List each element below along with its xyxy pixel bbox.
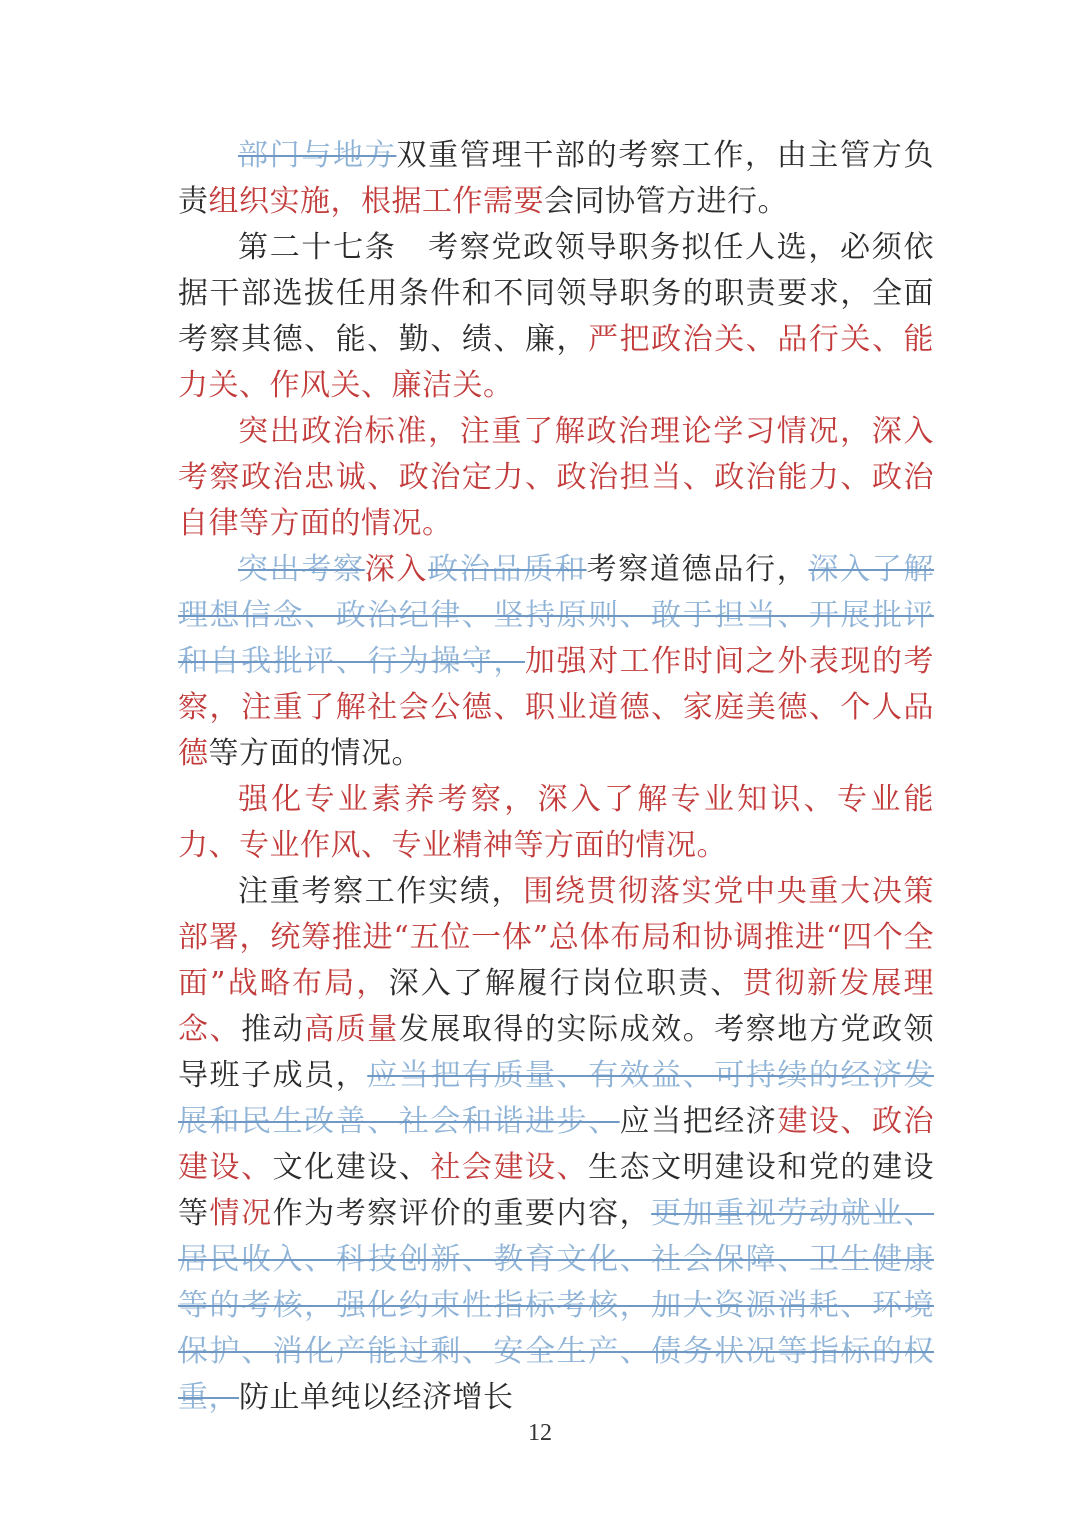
paragraph xyxy=(178,409,934,547)
text-segment: 双重管理干部的考察工作，由主管方负责 xyxy=(178,138,935,219)
inserted-text-segment: 情况 xyxy=(209,1196,273,1231)
inserted-text-segment: 高质量 xyxy=(304,1012,399,1047)
inserted-text-segment: 社会建设、 xyxy=(430,1150,589,1185)
text-segment: 深入了解履行岗位职责、 xyxy=(388,966,743,1001)
text-segment: 作为考察评价的重要内容， xyxy=(272,1196,652,1231)
inserted-text-segment: 深入 xyxy=(364,552,429,587)
deleted-text-segment: 更加重视劳动就业、居民收入、科技创新、教育文化、社会保障、卫生健康等的考核，强化约束性指标考核，加大资源消耗、环境保护、消化产能过剩、安全生产、债务状况等指标的权重， xyxy=(178,1196,935,1415)
text-segment: 生态文明建设和党的建设等 xyxy=(178,1150,935,1231)
paragraph xyxy=(178,225,934,409)
inserted-text-segment: 建设、政治建设、 xyxy=(178,1104,935,1185)
paragraph xyxy=(178,133,934,225)
paragraph xyxy=(178,777,934,869)
inserted-text-segment: 强化专业素养考察，深入了解专业知识、专业能力、专业作风、专业精神等方面的情况。 xyxy=(178,782,934,863)
inserted-text-segment: 贯彻新发展理念、 xyxy=(178,966,935,1047)
deleted-text-segment: 突出考察 xyxy=(238,552,365,587)
inserted-text-segment: 围绕贯彻落实党中央重大决策部署，统筹推进“五位一体”总体布局和协调推进“四个全面”战略布局， xyxy=(178,874,935,1001)
text-segment: 防止单纯以经济增长 xyxy=(239,1380,514,1415)
inserted-text-segment: 严把政治关、品行关、能力关、作风关、廉洁关。 xyxy=(178,322,935,403)
text-segment: 考察道德品行， xyxy=(586,552,809,587)
deleted-text-segment: 深入了解理想信念、政治纪律、坚持原则、敢于担当、开展批评和自我批评、行为操守， xyxy=(178,552,935,679)
text-segment: 应当把经济 xyxy=(619,1104,778,1139)
inserted-text-segment: 突出政治标准，注重了解政治理论学习情况，深入考察政治忠诚、政治定力、政治担当、政治能力、政治自律等方面的情况。 xyxy=(178,414,934,541)
paragraph xyxy=(178,547,934,777)
body-text xyxy=(178,133,934,1421)
deleted-text-segment: 应当把有质量、有效益、可持续的经济发展和民生改善、社会和谐进步、 xyxy=(178,1058,935,1139)
inserted-text-segment: 组织实施，根据工作需要 xyxy=(208,184,544,219)
text-segment: 等方面的情况。 xyxy=(208,736,422,771)
text-segment: 推动 xyxy=(241,1012,305,1047)
inserted-text-segment: 加强对工作时间之外表现的考察，注重了解社会公德、职业道德、家庭美德、个人品德 xyxy=(178,644,935,771)
text-segment: 会同协管方进行。 xyxy=(544,184,788,219)
text-segment: 第二十七条 考察党政领导职务拟任人选，必须依据干部选拔任用条件和不同领导职务的职责要求，全面考察其德、能、勤、绩、廉， xyxy=(178,230,934,357)
text-segment: 注重考察工作实绩， xyxy=(238,874,524,909)
page-number: 12 xyxy=(528,1420,552,1446)
paragraph xyxy=(178,869,934,1421)
deleted-text-segment: 政治品质和 xyxy=(428,552,587,587)
text-segment: 文化建设、 xyxy=(272,1150,431,1185)
text-segment: 发展取得的实际成效。考察地方党政领导班子成员， xyxy=(178,1012,935,1093)
deleted-text-segment: 部门与地方 xyxy=(238,138,397,173)
